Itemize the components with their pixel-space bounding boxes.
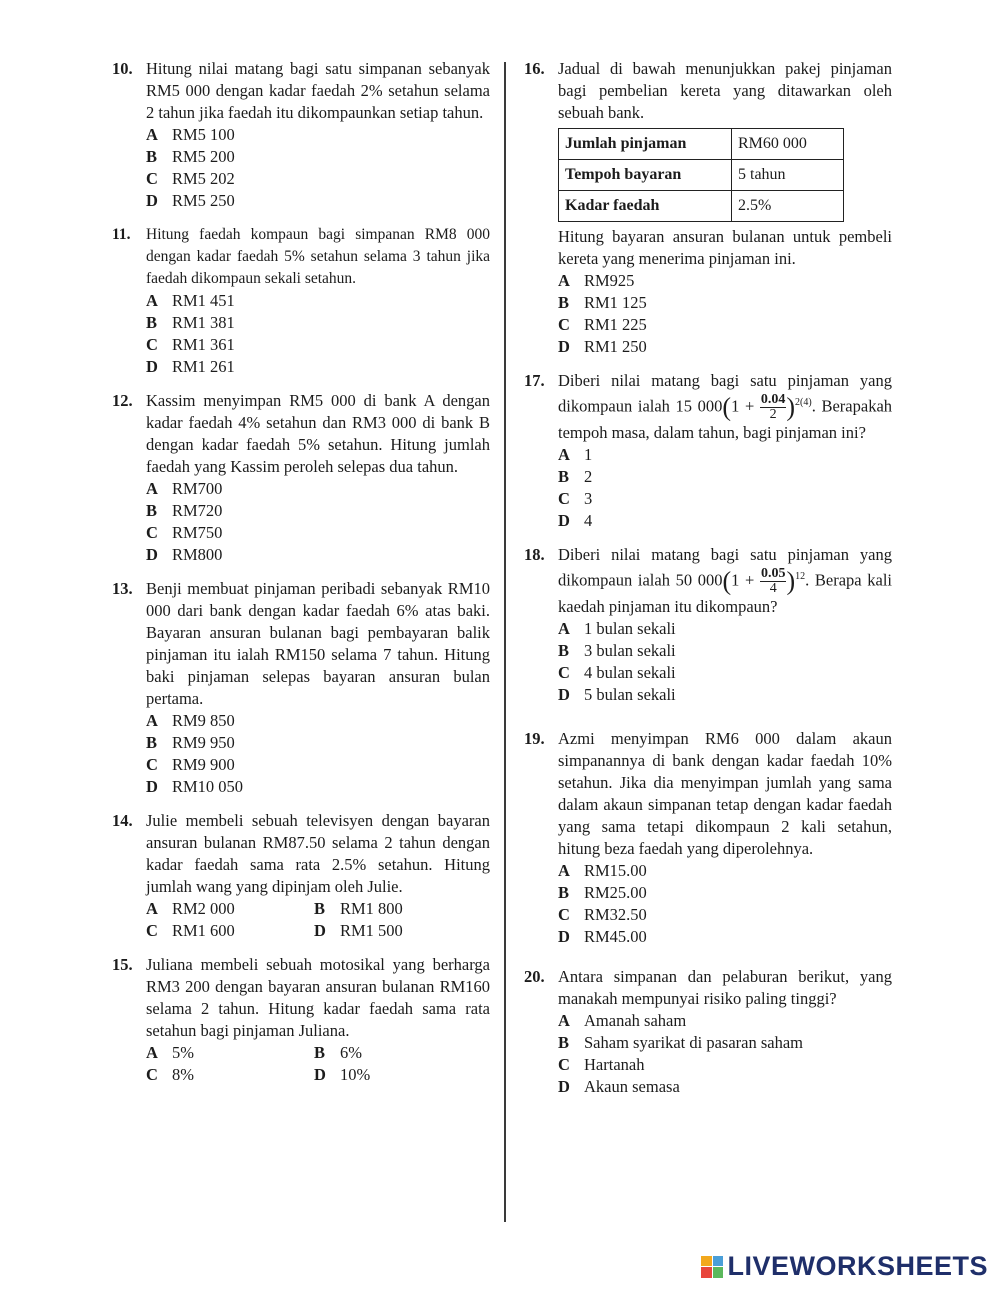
question-number: 13. xyxy=(112,579,133,598)
question-number: 20. xyxy=(524,967,545,987)
fraction: $\frac{0.04}{2}$ xyxy=(760,392,786,423)
question-text: Azmi menyimpan RM6 000 dalam akaun simpanannya di bank dengan kadar faedah 10% setahun. Jika dia menyimpan jumlah yang sama dalam akaun simpanan tetap dengan kadar faedah yang sama tetapi dikompaun 2 kali setahun, hitung beza faedah yang diperolehnya. xyxy=(558,729,892,859)
options-list xyxy=(558,444,892,532)
option-d[interactable]: D RM800 xyxy=(146,545,223,564)
options-list xyxy=(146,290,490,378)
question-text: Julie membeli sebuah televisyen dengan bayaran ansuran bulanan RM87.50 selama 2 tahun dengan kadar faedah sama rata 2.5% setahun. Hitung jumlah wang yang dipinjam oleh Julie. xyxy=(146,811,490,896)
option-c[interactable]: C RM1 600 xyxy=(146,921,235,940)
table-row: Kadar faedah 2.5% xyxy=(559,191,844,222)
option-d[interactable]: D RM5 250 xyxy=(146,191,235,210)
option-a[interactable]: A 1 xyxy=(558,445,593,465)
question-text-2: Hitung bayaran ansuran bulanan untuk pembeli kereta yang menerima pinjaman ini. xyxy=(558,227,892,268)
option-b[interactable]: B RM9 950 xyxy=(146,733,235,752)
option-b[interactable]: B 6% xyxy=(314,1043,362,1062)
option-a[interactable]: A 5% xyxy=(146,1043,194,1062)
option-d[interactable]: D Akaun semasa xyxy=(558,1077,680,1097)
option-a[interactable]: A RM700 xyxy=(146,479,223,498)
right-column xyxy=(524,58,892,1098)
question-number: 11. xyxy=(112,226,131,243)
option-d[interactable]: D 4 xyxy=(558,511,593,531)
options-list xyxy=(558,860,892,948)
question-number: 18. xyxy=(524,545,545,565)
options-list xyxy=(146,1042,490,1086)
brand-name: LIVEWORKSHEETS xyxy=(727,1251,988,1281)
question-text: Hitung faedah kompaun bagi simpanan RM8 000 dengan kadar faedah 5% setahun selama 3 tahun jika faedah dikompaun sekali setahun. xyxy=(146,226,490,287)
option-d[interactable]: D RM1 250 xyxy=(558,337,647,356)
option-b[interactable]: B Saham syarikat di pasaran saham xyxy=(558,1033,804,1053)
option-b[interactable]: B RM1 800 xyxy=(314,899,403,918)
question-number: 17. xyxy=(524,371,545,390)
question-text: Jadual di bawah menunjukkan pakej pinjaman bagi pembelian kereta yang ditawarkan oleh sebuah bank. xyxy=(558,59,892,122)
option-a[interactable]: A Amanah saham xyxy=(558,1011,687,1031)
option-c[interactable]: C RM32.50 xyxy=(558,905,647,925)
options-list xyxy=(558,1010,892,1098)
option-b[interactable]: B RM1 381 xyxy=(146,313,235,332)
option-c[interactable]: C RM1 225 xyxy=(558,315,647,334)
question-13 xyxy=(112,578,490,798)
options-list xyxy=(146,898,490,942)
option-c[interactable]: C RM9 900 xyxy=(146,755,235,774)
liveworksheets-brand[interactable] xyxy=(701,1251,988,1282)
question-text: Diberi nilai matang bagi satu pinjaman yang dikompaun ialah 50 000(1 + $\frac{0.05}{4}$ )$^{12}$. Berapa kali kaedah pinjaman itu dikompaun? xyxy=(558,545,893,617)
options-list xyxy=(146,710,490,798)
option-b[interactable]: B 2 xyxy=(558,467,593,487)
option-a[interactable]: A RM1 451 xyxy=(146,291,235,310)
option-c[interactable]: C RM1 361 xyxy=(146,335,235,354)
option-d[interactable]: D 5 bulan sekali xyxy=(558,685,676,705)
option-a[interactable]: A RM15.00 xyxy=(558,861,647,881)
option-b[interactable]: B RM25.00 xyxy=(558,883,647,903)
table-row: Jumlah pinjaman RM60 000 xyxy=(559,129,844,160)
fraction: $\frac{0.05}{4}$ xyxy=(760,566,786,597)
option-d[interactable]: D 10% xyxy=(314,1065,371,1084)
option-c[interactable]: C 4 bulan sekali xyxy=(558,663,676,683)
question-number: 12. xyxy=(112,391,133,410)
option-b[interactable]: B RM1 125 xyxy=(558,293,647,312)
option-c[interactable]: C RM750 xyxy=(146,523,223,542)
question-number: 10. xyxy=(112,59,133,78)
question-16 xyxy=(524,58,892,358)
option-c[interactable]: C RM5 202 xyxy=(146,169,235,188)
option-d[interactable]: D RM45.00 xyxy=(558,927,647,947)
option-a[interactable]: A 1 bulan sekali xyxy=(558,619,676,639)
option-a[interactable]: A RM2 000 xyxy=(146,899,235,918)
question-number: 15. xyxy=(112,955,133,974)
option-a[interactable]: A RM9 850 xyxy=(146,711,235,730)
question-14 xyxy=(112,810,490,942)
question-text: Benji membuat pinjaman peribadi sebanyak RM10 000 dari bank dengan kadar faedah 6% atas baki. Bayaran ansuran bulanan bagi pembayaran balik pinjaman itu ialah RM150 selama 7 tahun. Hitung baki pinjaman selepas bayaran ansuran bulan pertama. xyxy=(146,579,490,708)
question-text: Juliana membeli sebuah motosikal yang berharga RM3 200 dengan bayaran ansuran bulanan RM160 selama 2 tahun. Hitung kadar faedah sama rata setahun bagi pinjaman Juliana. xyxy=(146,955,490,1040)
option-a[interactable]: A RM925 xyxy=(558,271,635,290)
question-number: 19. xyxy=(524,729,545,749)
option-d[interactable]: D RM10 050 xyxy=(146,777,244,796)
loan-package-table xyxy=(558,128,844,222)
question-19 xyxy=(524,728,892,948)
options-list xyxy=(558,270,892,358)
option-d[interactable]: D RM1 261 xyxy=(146,357,235,376)
question-text: Antara simpanan dan pelaburan berikut, yang manakah mempunyai risiko paling tinggi? xyxy=(558,967,892,1009)
question-12 xyxy=(112,390,490,566)
question-number: 14. xyxy=(112,811,133,830)
question-17 xyxy=(524,370,892,532)
question-11 xyxy=(112,224,490,378)
option-b[interactable]: B RM5 200 xyxy=(146,147,235,166)
question-10 xyxy=(112,58,490,212)
option-c[interactable]: C Hartanah xyxy=(558,1055,645,1075)
option-c[interactable]: C 8% xyxy=(146,1065,194,1084)
option-b[interactable]: B RM720 xyxy=(146,501,223,520)
question-18 xyxy=(524,544,892,706)
question-number: 16. xyxy=(524,59,545,78)
question-15 xyxy=(112,954,490,1086)
question-20 xyxy=(524,966,892,1098)
question-text: Diberi nilai matang bagi satu pinjaman yang dikompaun ialah 15 000(1 + $\frac{0.04}{2}$ )$^{2(4)}$. Berapakah tempoh masa, dalam tahun, bagi pinjaman ini? xyxy=(558,371,893,443)
options-list xyxy=(146,124,490,212)
option-c[interactable]: C 3 xyxy=(558,489,593,509)
question-text: Hitung nilai matang bagi satu simpanan sebanyak RM5 000 dengan kadar faedah 2% setahun selama 2 tahun jika faedah itu dikompaunkan setiap tahun. xyxy=(146,59,490,122)
liveworksheets-logo-icon xyxy=(701,1256,723,1278)
options-list xyxy=(558,618,892,706)
left-column xyxy=(112,58,490,1086)
option-d[interactable]: D RM1 500 xyxy=(314,921,403,940)
column-divider xyxy=(504,62,506,1222)
option-b[interactable]: B 3 bulan sekali xyxy=(558,641,676,661)
option-a[interactable]: A RM5 100 xyxy=(146,125,235,144)
question-text: Kassim menyimpan RM5 000 di bank A dengan kadar faedah 4% setahun dan RM3 000 di bank B dengan kadar faedah 5% setahun. Hitung jumlah faedah yang Kassim peroleh selepas dua tahun. xyxy=(146,391,490,476)
options-list xyxy=(146,478,490,566)
table-row: Tempoh bayaran 5 tahun xyxy=(559,160,844,191)
